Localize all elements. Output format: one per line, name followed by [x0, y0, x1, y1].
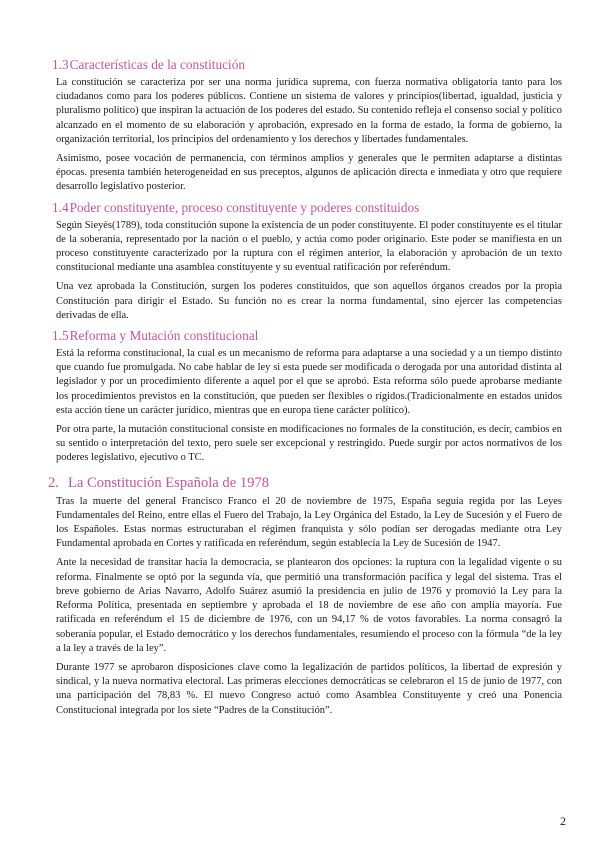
heading-title: Reforma y Mutación constitucional [69, 328, 259, 344]
paragraph: Tras la muerte del general Francisco Franco el 20 de noviembre de 1975, España seguía regida por las Leyes Fundamentales del Reino, entre ellas el Fuero del Trabajo, la Ley Orgánica del Estado, la Ley de Sucesión y el Fuero de los Españoles. Estas normas estructuraban el régimen franquista y sólo podían ser derogadas mediante otra Ley Fundamental aprobada en Cortes y ratificada en referéndum, según establecía la Ley de Sucesión de 1947. [56, 495, 562, 550]
heading-2 [48, 474, 562, 492]
heading-title: Poder constituyente, proceso constituyente y poderes constituidos [69, 199, 420, 215]
page-number: 2 [560, 814, 566, 828]
paragraph: Asimismo, posee vocación de permanencia, con términos amplios y generales que le permiten adaptarse a distintas épocas. presenta también heterogeneidad en sus preceptos, algunos de aplicación directa e inmediata y otro que requiere desarrollo legislativo posterior. [56, 153, 562, 193]
heading-number: 1.5 [52, 328, 69, 344]
paragraph: Durante 1977 se aprobaron disposiciones clave como la legalización de partidos políticos, la libertad de expresión y sindical, y la nueva normativa electoral. Las primeras elecciones democráticas se celebraron el 15 de junio de 1977, con una participación del 78,83 %. El nuevo Congreso actuó como Asamblea Constituyente y creó una Ponencia Constitucional integrada por los siete “Padres de la Constitución”. [56, 661, 562, 716]
paragraph: Está la reforma constitucional, la cual es un mecanismo de reforma para adaptarse a una sociedad y a un tiempo distinto que cuando fue promulgada. No cabe hablar de ley si esta puede ser modificada o derogada por una autoridad distinta al legislador y por un procedimiento diferente a aquel por el que se aprobó. Esta reforma sólo puede aprobarse mediante los procedimientos previstos en la constitución, que pueden ser flexibles o rígidos.(Tradicionalmente en estados unidos esta acción tiene un carácter jurídico, mientras que en europa tiene carácter político). [56, 348, 562, 416]
paragraph: Ante la necesidad de transitar hacia la democracia, se plantearon dos opciones: la ruptura con la legalidad vigente o su reforma. Finalmente se optó por la segunda vía, que permitió una transformación pacífica y legal del sistema. Tras el breve gobierno de Arias Navarro, Adolfo Suárez asumió la presidencia en julio de 1976 y promovió la Ley para la Reforma Política, presentada en septiembre y aprobada el 18 de noviembre de ese año con amplia mayoría. Fue ratificada en referéndum el 15 de diciembre de 1976, con un 94,17 % de votos favorables. La norma consagró la soberanía popular, el Estado democrático y los derechos fundamentales, resumiendo el proceso con la fórmula “de la ley a la ley a través de la ley”. [56, 557, 562, 654]
heading-1-3 [52, 57, 562, 73]
heading-1-4 [52, 200, 562, 216]
paragraph: Una vez aprobada la Constitución, surgen los poderes constituidos, que son aquellos órganos creados por la propia Constitución para dirigir el Estado. Su función no es crear la norma fundamental, sino ejercer las competencias derivadas de ella. [56, 281, 562, 321]
heading-number: 1.4 [52, 199, 69, 215]
paragraph: La constitución se caracteriza por ser una norma jurídica suprema, con fuerza normativa obligatoria tanto para los ciudadanos como para los poderes públicos. Contiene un sistema de valores y principios(libertad, igualdad, justicia y pluralismo político) que inspiran la actuación de los poderes del estado. Su contenido refleja el consenso social y político alcanzado en el momento de su elaboración y aprobación, expresado en la forma de estado, la forma de gobierno, la organización territorial, los principios del ordenamiento y los derechos y libertades fundamentales. [56, 77, 562, 145]
heading-title: Características de la constitución [69, 57, 246, 72]
paragraph: Según Sieyès(1789), toda constitución supone la existencia de un poder constituyente. El poder constituyente es el titular de la soberanía, representado por la nación o el pueblo, y actúa como poder originario. Este poder se manifiesta en un proceso constituyente caracterizado por la ruptura con el régimen anterior, la elaboración y aprobación de un texto constitucional mediante una asamblea constituyente y su eventual ratificación por referéndum. [56, 219, 562, 274]
paragraph: Por otra parte, la mutación constitucional consiste en modificaciones no formales de la constitución, es decir, cambios en su sentido o interpretación del texto, pero suele ser excepcional y restringido. Puede surgir por actos normativos de los poderes legislativo, ejecutivo o TC. [56, 424, 562, 464]
heading-number: 1.3 [52, 57, 69, 72]
heading-1-5 [52, 328, 562, 344]
heading-number: 2. [48, 474, 59, 491]
heading-title: La Constitución Española de 1978 [68, 474, 270, 491]
